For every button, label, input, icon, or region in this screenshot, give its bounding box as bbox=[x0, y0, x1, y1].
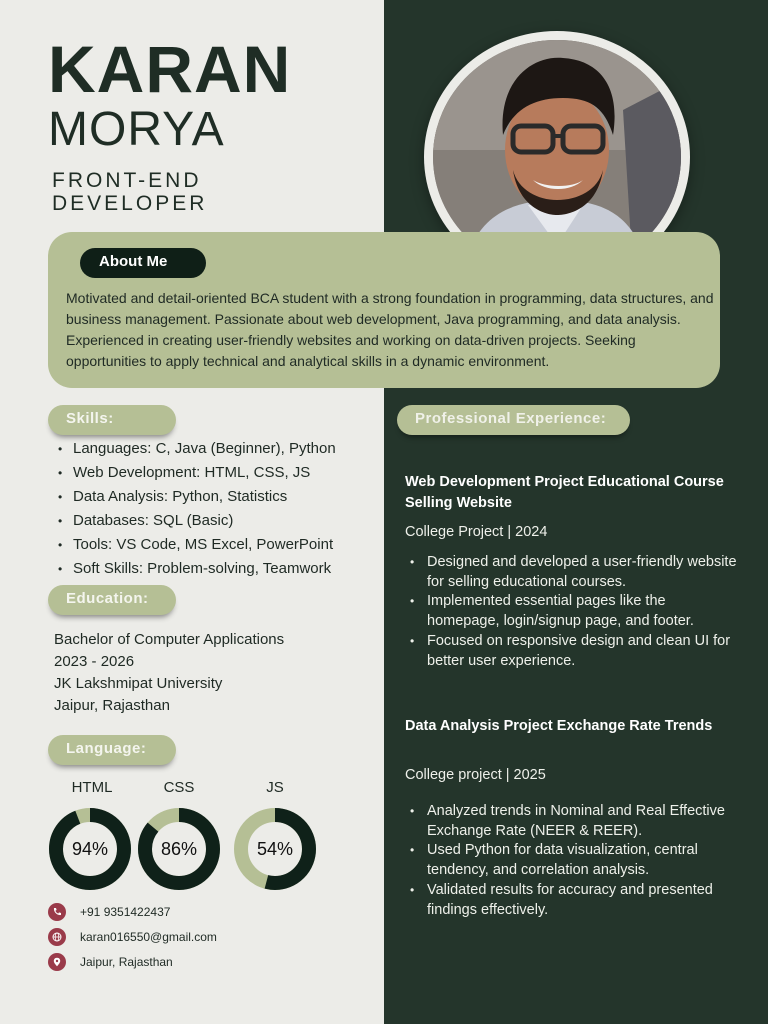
language-label-js: JS bbox=[266, 779, 284, 796]
list-item: • Analyzed trends in Nominal and Real Effective Exchange Rate (NEER & REER). bbox=[410, 802, 740, 841]
list-item: • Soft Skills: Problem-solving, Teamwork bbox=[58, 557, 336, 581]
education-years: 2023 - 2026 bbox=[54, 653, 135, 670]
email-address[interactable]: karan016550@gmail.com bbox=[80, 930, 217, 944]
experience-heading: Professional Experience: bbox=[397, 405, 630, 435]
language-ring-js bbox=[233, 807, 317, 891]
job-meta: College project | 2025 bbox=[405, 767, 546, 783]
job-bullets bbox=[410, 553, 740, 671]
language-ring-css bbox=[137, 807, 221, 891]
address: Jaipur, Rajasthan bbox=[80, 955, 173, 969]
language-ring-html bbox=[48, 807, 132, 891]
education-degree: Bachelor of Computer Applications bbox=[54, 631, 285, 648]
ring-percent: 94% bbox=[71, 839, 109, 859]
first-name: KARAN bbox=[48, 32, 292, 106]
about-text: Motivated and detail-oriented BCA student with a strong foundation in programming, data structures, and business management. Passionate about web development, Java programming, and data analysis. Experienced in creating user-friendly websites and working on data-driven projects. Seeking opportunities to apply technical and analytical skills in a dynamic environment. bbox=[66, 290, 714, 369]
list-item: • Implemented essential pages like the homepage, login/signup page, and footer. bbox=[410, 592, 740, 631]
list-item: • Focused on responsive design and clean UI for better user experience. bbox=[410, 632, 740, 671]
contact-address bbox=[48, 952, 173, 972]
ring-percent: 86% bbox=[160, 839, 198, 859]
list-item: • Databases: SQL (Basic) bbox=[58, 509, 336, 533]
job-meta: College Project | 2024 bbox=[405, 524, 548, 540]
job-title: Data Analysis Project Exchange Rate Trends bbox=[405, 718, 713, 734]
list-item: • Tools: VS Code, MS Excel, PowerPoint bbox=[58, 533, 336, 557]
education-location: Jaipur, Rajasthan bbox=[54, 697, 170, 714]
language-heading: Language: bbox=[48, 735, 176, 765]
list-item: • Languages: C, Java (Beginner), Python bbox=[58, 437, 336, 461]
ring-percent: 54% bbox=[256, 839, 294, 859]
language-label-html: HTML bbox=[71, 779, 113, 796]
phone-number: +91 9351422437 bbox=[80, 905, 171, 919]
job-title: Web Development Project Educational Course Selling Website bbox=[405, 474, 724, 511]
job-bullets bbox=[410, 802, 740, 920]
list-item: • Validated results for accuracy and presented findings effectively. bbox=[410, 881, 740, 920]
globe-icon bbox=[48, 928, 66, 946]
list-item: • Designed and developed a user-friendly website for selling educational courses. bbox=[410, 553, 740, 592]
contact-phone bbox=[48, 902, 170, 922]
about-heading: About Me bbox=[80, 248, 206, 278]
phone-icon bbox=[48, 903, 66, 921]
education-heading: Education: bbox=[48, 585, 176, 615]
skills-list bbox=[58, 437, 336, 581]
language-label-css: CSS bbox=[163, 779, 195, 796]
education-block bbox=[54, 629, 284, 717]
list-item: • Data Analysis: Python, Statistics bbox=[58, 485, 336, 509]
last-name: MORYA bbox=[48, 103, 225, 156]
job-role: FRONT-END DEVELOPER bbox=[52, 169, 208, 215]
list-item: • Used Python for data visualization, central tendency, and correlation analysis. bbox=[410, 841, 740, 880]
contact-email bbox=[48, 927, 217, 947]
list-item: • Web Development: HTML, CSS, JS bbox=[58, 461, 336, 485]
education-university: JK Lakshmipat University bbox=[54, 675, 223, 692]
location-pin-icon bbox=[48, 953, 66, 971]
skills-heading: Skills: bbox=[48, 405, 176, 435]
